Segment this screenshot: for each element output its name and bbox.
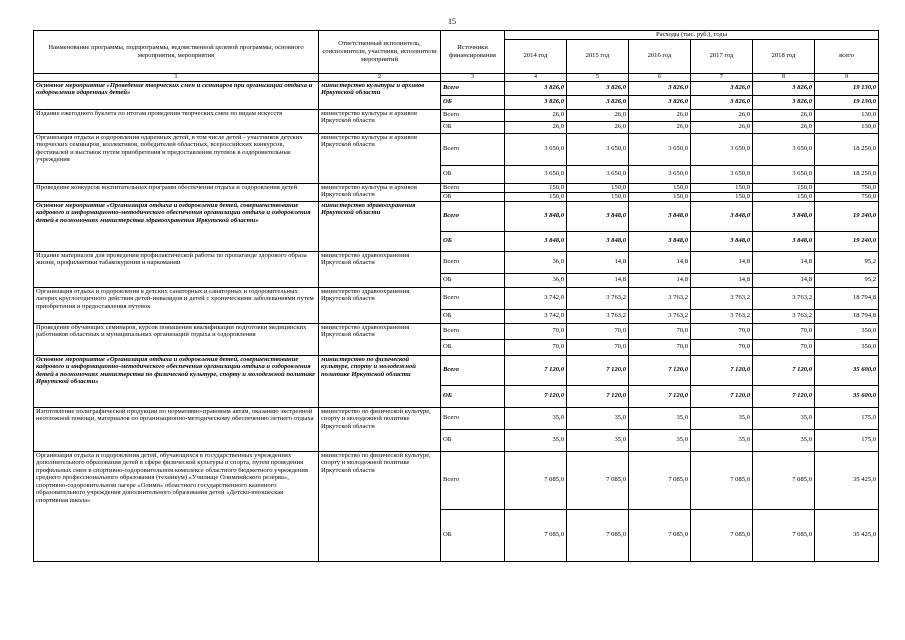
expense-cell: 7 120,0 <box>753 355 815 385</box>
funding-source-cell: ОБ <box>441 309 505 323</box>
table-row <box>34 451 879 509</box>
activity-name: Основное мероприятие «Организация отдыха и оздоровления детей, совершенствование кадрового и информационно-методического обеспечения организации отдыха и оздоровления детей в полномочиях министерства здравоохранения Иркутской области» <box>34 201 319 251</box>
activity-name: Издание ежегодного буклета по итогам проведения творческих смен по видам искусств <box>34 109 319 133</box>
funding-source-cell: Всего <box>441 355 505 385</box>
expense-cell: 3 848,0 <box>505 201 567 231</box>
total-cell: 35 600,0 <box>815 355 879 385</box>
table-row <box>34 323 879 339</box>
expense-cell: 26,0 <box>753 109 815 121</box>
expense-cell: 70,0 <box>505 323 567 339</box>
expense-cell: 3 742,0 <box>505 309 567 323</box>
total-cell: 35 425,0 <box>815 509 879 561</box>
executor-cell: министерство здравоохранения Иркутской области <box>319 287 441 323</box>
total-cell: 19 240,0 <box>815 201 879 231</box>
expense-cell: 7 085,0 <box>505 509 567 561</box>
expense-cell: 3 763,2 <box>567 287 629 309</box>
expense-cell: 3 763,2 <box>691 287 753 309</box>
expense-cell: 14,8 <box>753 251 815 273</box>
expense-cell: 3 763,2 <box>753 309 815 323</box>
funding-source-cell: ОБ <box>441 273 505 287</box>
funding-source-cell: Всего <box>441 323 505 339</box>
expense-cell: 3 848,0 <box>753 201 815 231</box>
executor-cell: министерство по физической культуре, спорту и молодежной политике Иркутской области <box>319 451 441 561</box>
executor-cell: министерство по физической культуре, спорту и молодежной политике Иркутской области <box>319 355 441 407</box>
expense-cell: 3 763,2 <box>753 287 815 309</box>
expense-cell: 150,0 <box>567 183 629 192</box>
table-row <box>34 355 879 385</box>
expense-cell: 150,0 <box>691 192 753 201</box>
expense-cell: 3 848,0 <box>753 231 815 251</box>
funding-source-cell: ОБ <box>441 121 505 133</box>
total-cell: 350,0 <box>815 323 879 339</box>
funding-source-cell: Всего <box>441 183 505 192</box>
expense-cell: 7 085,0 <box>753 451 815 509</box>
expense-cell: 7 085,0 <box>567 451 629 509</box>
executor-cell: министерство культуры и архивов Иркутской области <box>319 81 441 109</box>
header-year: 2014 год <box>505 39 567 73</box>
expense-cell: 26,0 <box>753 121 815 133</box>
expense-cell: 7 120,0 <box>629 385 691 407</box>
expense-cell: 3 826,0 <box>753 95 815 109</box>
total-cell: 18 250,0 <box>815 133 879 165</box>
executor-cell: министерство культуры и архивов Иркутской области <box>319 133 441 183</box>
expense-cell: 14,8 <box>629 273 691 287</box>
expense-cell: 26,0 <box>505 121 567 133</box>
activity-name: Издание материалов для проведения профилактической работы по пропаганде здорового образа жизни, профилактики табакокурения и наркомании <box>34 251 319 287</box>
expense-cell: 7 120,0 <box>567 385 629 407</box>
expense-cell: 26,0 <box>691 109 753 121</box>
activity-name: Проведение обучающих семинаров, курсов повышения квалификации подготовки медицинских работников областных и муниципальных организаций отдыха и оздоровления <box>34 323 319 355</box>
funding-source-cell: Всего <box>441 201 505 231</box>
activity-name: Организация отдыха и оздоровления в детских санаторных и санаторных и оздоровительных лагерях круглогодичного действия детей-инвалидов и детей с хроническими заболеваниями путем приобретения и предоставления путевок <box>34 287 319 323</box>
total-cell: 35 600,0 <box>815 385 879 407</box>
expense-cell: 70,0 <box>753 339 815 355</box>
expense-cell: 7 085,0 <box>567 509 629 561</box>
total-cell: 175,0 <box>815 407 879 429</box>
activity-name: Изготовление полиграфической продукции по нормативно-правовым актам, оказанию экстренной неотложной помощи, материалов по организационно-методическому обеспечению летнего отдыха <box>34 407 319 451</box>
table-row <box>34 407 879 429</box>
funding-source-cell: ОБ <box>441 231 505 251</box>
funding-source-cell: ОБ <box>441 385 505 407</box>
column-number: 8 <box>753 73 815 81</box>
executor-cell: министерство по физической культуре, спорту и молодежной политике Иркутской области <box>319 407 441 451</box>
table-row <box>34 109 879 121</box>
expense-cell: 14,8 <box>567 251 629 273</box>
total-cell: 19 240,0 <box>815 231 879 251</box>
activity-name: Организация отдыха и оздоровления детей, обучающихся в государственных учреждениях дополнительного образования детей в сфере физической культуры и спорта, путем проведения профильных смен в спортивно-оздоровительном комплексе областного бюджетного учреждения среднего профессионального образования (техникум) «Училище Олимпийского резерва», спортивно-оздоровительном лагере «Олимп» областного государственного казенного образовательного учреждения дополнительного образования детей «Детско-юношеская спортивная школа» <box>34 451 319 561</box>
expense-cell: 7 120,0 <box>691 385 753 407</box>
expense-cell: 7 085,0 <box>691 509 753 561</box>
page-number: 15 <box>448 17 456 26</box>
expense-cell: 150,0 <box>629 183 691 192</box>
funding-source-cell: ОБ <box>441 165 505 183</box>
expense-cell: 26,0 <box>629 121 691 133</box>
executor-cell: министерство здравоохранения Иркутской области <box>319 323 441 355</box>
activity-name: Проведение конкурсов воспитательных программ обеспечения отдыха и оздоровления детей <box>34 183 319 201</box>
expense-cell: 35,0 <box>629 407 691 429</box>
expense-cell: 35,0 <box>753 407 815 429</box>
header-year: 2015 год <box>567 39 629 73</box>
total-cell: 18 250,0 <box>815 165 879 183</box>
expense-cell: 14,8 <box>753 273 815 287</box>
total-cell: 35 425,0 <box>815 451 879 509</box>
expense-cell: 35,0 <box>691 429 753 451</box>
expense-cell: 3 826,0 <box>691 95 753 109</box>
expense-cell: 70,0 <box>567 339 629 355</box>
expense-cell: 7 120,0 <box>567 355 629 385</box>
expense-cell: 3 763,2 <box>691 309 753 323</box>
expense-cell: 3 650,0 <box>567 165 629 183</box>
total-cell: 130,0 <box>815 121 879 133</box>
table-row <box>34 133 879 165</box>
expense-cell: 7 120,0 <box>505 385 567 407</box>
expense-cell: 3 763,2 <box>629 287 691 309</box>
expense-cell: 3 650,0 <box>629 133 691 165</box>
total-cell: 19 130,0 <box>815 95 879 109</box>
expense-cell: 26,0 <box>567 109 629 121</box>
total-cell: 18 794,8 <box>815 309 879 323</box>
budget-table <box>33 30 879 562</box>
column-number: 2 <box>319 73 441 81</box>
table-row <box>34 201 879 231</box>
expense-cell: 3 650,0 <box>753 133 815 165</box>
table-row <box>34 251 879 273</box>
total-cell: 175,0 <box>815 429 879 451</box>
expense-cell: 14,8 <box>629 251 691 273</box>
expense-cell: 3 650,0 <box>691 165 753 183</box>
expense-cell: 3 826,0 <box>505 95 567 109</box>
total-cell: 19 130,0 <box>815 81 879 95</box>
header-source: Источники финансирования <box>441 31 505 74</box>
expense-cell: 3 650,0 <box>691 133 753 165</box>
expense-cell: 3 763,2 <box>567 309 629 323</box>
expense-cell: 3 650,0 <box>567 133 629 165</box>
header-expenses: Расходы (тыс. руб.), годы <box>505 31 879 40</box>
expense-cell: 14,8 <box>691 273 753 287</box>
funding-source-cell: ОБ <box>441 192 505 201</box>
expense-cell: 150,0 <box>505 183 567 192</box>
expense-cell: 3 848,0 <box>629 231 691 251</box>
funding-source-cell: ОБ <box>441 429 505 451</box>
expense-cell: 7 120,0 <box>691 355 753 385</box>
funding-source-cell: ОБ <box>441 339 505 355</box>
total-cell: 95,2 <box>815 251 879 273</box>
expense-cell: 3 826,0 <box>629 95 691 109</box>
total-cell: 350,0 <box>815 339 879 355</box>
expense-cell: 26,0 <box>567 121 629 133</box>
expense-cell: 14,8 <box>567 273 629 287</box>
funding-source-cell: Всего <box>441 451 505 509</box>
activity-name: Основное мероприятие «Организация отдыха и оздоровления детей, совершенствование кадрового и информационно-методического обеспечения организации отдыха и оздоровления детей в полномочиях министерства по физической культуре, спорту и молодежной политике Иркутской области» <box>34 355 319 407</box>
table-row <box>34 287 879 309</box>
expense-cell: 150,0 <box>629 192 691 201</box>
executor-cell: министерство культуры и архивов Иркутской области <box>319 183 441 201</box>
executor-cell: министерство культуры и архивов Иркутской области <box>319 109 441 133</box>
expense-cell: 26,0 <box>691 121 753 133</box>
expense-cell: 70,0 <box>691 339 753 355</box>
expense-cell: 70,0 <box>629 339 691 355</box>
activity-name: Основное мероприятие «Проведение творческих смен и семинаров при организации отдыха и оздоровления одаренных детей» <box>34 81 319 109</box>
expense-cell: 70,0 <box>629 323 691 339</box>
funding-source-cell: Всего <box>441 287 505 309</box>
expense-cell: 7 085,0 <box>505 451 567 509</box>
expense-cell: 3 742,0 <box>505 287 567 309</box>
expense-cell: 7 085,0 <box>629 451 691 509</box>
total-cell: 18 794,8 <box>815 287 879 309</box>
expense-cell: 3 826,0 <box>505 81 567 95</box>
table-row <box>34 183 879 192</box>
expense-cell: 150,0 <box>505 192 567 201</box>
expense-cell: 7 085,0 <box>691 451 753 509</box>
expense-cell: 3 848,0 <box>691 201 753 231</box>
total-cell: 130,0 <box>815 109 879 121</box>
expense-cell: 36,0 <box>505 251 567 273</box>
header-total: всего <box>815 39 879 73</box>
expense-cell: 3 826,0 <box>753 81 815 95</box>
total-cell: 750,0 <box>815 192 879 201</box>
expense-cell: 3 826,0 <box>567 95 629 109</box>
funding-source-cell: Всего <box>441 133 505 165</box>
header-year: 2016 год <box>629 39 691 73</box>
expense-cell: 150,0 <box>567 192 629 201</box>
funding-source-cell: Всего <box>441 109 505 121</box>
expense-cell: 7 120,0 <box>505 355 567 385</box>
column-number: 6 <box>629 73 691 81</box>
column-number: 1 <box>34 73 319 81</box>
funding-source-cell: Всего <box>441 407 505 429</box>
total-cell: 95,2 <box>815 273 879 287</box>
column-number: 3 <box>441 73 505 81</box>
expense-cell: 3 650,0 <box>505 165 567 183</box>
executor-cell: министерство здравоохранения Иркутской области <box>319 201 441 251</box>
expense-cell: 3 826,0 <box>629 81 691 95</box>
header-name: Наименование программы, подпрограммы, ведомственной целевой программы, основного мероприятия, мероприятия <box>34 31 319 74</box>
expense-cell: 3 848,0 <box>567 231 629 251</box>
header-year: 2017 год <box>691 39 753 73</box>
expense-cell: 3 848,0 <box>691 231 753 251</box>
expense-cell: 3 848,0 <box>629 201 691 231</box>
expense-cell: 35,0 <box>753 429 815 451</box>
expense-cell: 35,0 <box>505 429 567 451</box>
expense-cell: 26,0 <box>629 109 691 121</box>
expense-cell: 150,0 <box>753 192 815 201</box>
expense-cell: 3 848,0 <box>505 231 567 251</box>
column-number: 5 <box>567 73 629 81</box>
expense-cell: 3 848,0 <box>567 201 629 231</box>
header-year: 2018 год <box>753 39 815 73</box>
funding-source-cell: Всего <box>441 251 505 273</box>
expense-cell: 7 120,0 <box>753 385 815 407</box>
expense-cell: 35,0 <box>567 407 629 429</box>
expense-cell: 35,0 <box>505 407 567 429</box>
expense-cell: 3 650,0 <box>505 133 567 165</box>
expense-cell: 150,0 <box>753 183 815 192</box>
total-cell: 750,0 <box>815 183 879 192</box>
column-number: 7 <box>691 73 753 81</box>
expense-cell: 7 085,0 <box>753 509 815 561</box>
expense-cell: 35,0 <box>629 429 691 451</box>
expense-cell: 7 085,0 <box>629 509 691 561</box>
expense-cell: 35,0 <box>567 429 629 451</box>
executor-cell: министерство здравоохранения Иркутской области <box>319 251 441 287</box>
expense-cell: 150,0 <box>691 183 753 192</box>
column-number: 9 <box>815 73 879 81</box>
header-executor: Ответственный исполнитель, соисполнители, участники, исполнители мероприятий <box>319 31 441 74</box>
funding-source-cell: ОБ <box>441 509 505 561</box>
expense-cell: 3 650,0 <box>629 165 691 183</box>
expense-cell: 7 120,0 <box>629 355 691 385</box>
expense-cell: 70,0 <box>691 323 753 339</box>
expense-cell: 26,0 <box>505 109 567 121</box>
column-number: 4 <box>505 73 567 81</box>
expense-cell: 14,8 <box>691 251 753 273</box>
expense-cell: 70,0 <box>505 339 567 355</box>
expense-cell: 36,0 <box>505 273 567 287</box>
expense-cell: 70,0 <box>567 323 629 339</box>
expense-cell: 3 826,0 <box>567 81 629 95</box>
expense-cell: 70,0 <box>753 323 815 339</box>
funding-source-cell: Всего <box>441 81 505 95</box>
expense-cell: 3 650,0 <box>753 165 815 183</box>
expense-cell: 35,0 <box>691 407 753 429</box>
expense-cell: 3 826,0 <box>691 81 753 95</box>
table-row <box>34 81 879 95</box>
expense-cell: 3 763,2 <box>629 309 691 323</box>
activity-name: Организация отдыха и оздоровления одаренных детей, в том числе детей - участников детских творческих семинаров, коллективов, победителей областных, всероссийских конкурсов, фестивалей и выставок путем приобретения и предоставления путевок в оздоровительные учреждения <box>34 133 319 183</box>
funding-source-cell: ОБ <box>441 95 505 109</box>
